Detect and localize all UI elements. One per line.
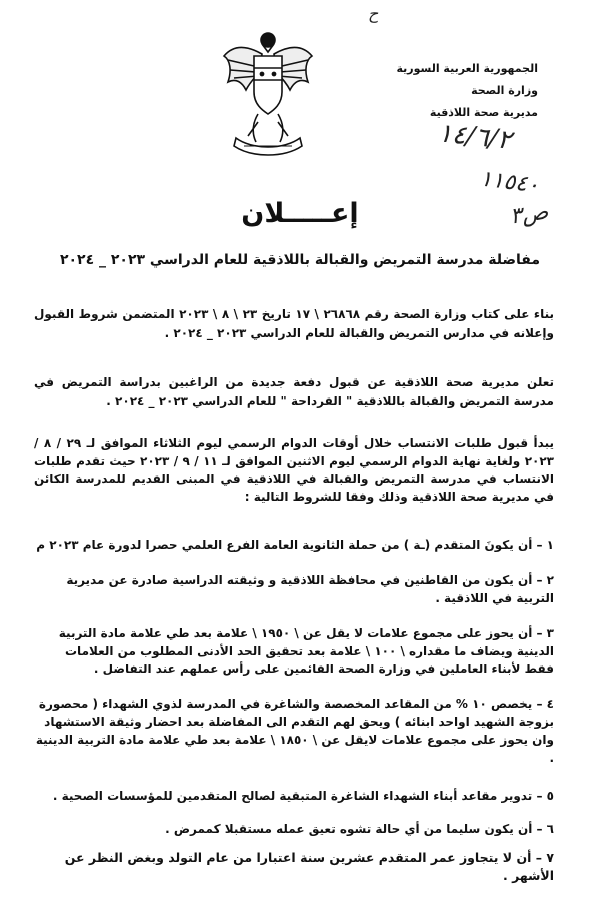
condition-item: ٢ – أن يكون من القاطنين في محافظة اللاذقية و وثيقته الدراسية صادرة عن مديرية التربية في اللاذقية . [66,573,554,605]
handwritten-corner-mark: ح [368,4,379,23]
handwritten-number: ١١٥٤٠ [478,166,541,199]
org-ministry: وزارة الصحة [471,84,538,97]
condition-item: ٥ – تدوير مقاعد أبناء الشهداء الشاغرة المتبقية لصالح المتقدمين للمؤسسات الصحية . [52,789,554,803]
org-country: الجمهورية العربية السورية [396,62,538,75]
announcement-title: إعـــــلان [241,198,359,229]
condition-item: ٤ – يخصص ١٠ % من المقاعد المخصصة والشاغرة في المدرسة لذوي الشهداء ( محصورة بزوجة الشهيد اواحد ابنائه ) ويحق لهم التقدم الى المفاضلة بعد احضار وثيقة الاستشهاد وان يحوز على مجموع علامات لايقل عن \ ١٨٥٠ \ علامة بعد طي علامة مادة التربية الدينية . [35,697,554,765]
condition-item: ٧ – أن لا يتجاوز عمر المتقدم عشرين سنة اعتبارا من عام التولد وبغض النظر عن الأشهر . [64,850,554,883]
issuing-authority [396,58,538,124]
handwritten-date: ١٤/٦/٢ [436,118,513,156]
paragraph-intro: تعلن مديرية صحة اللاذقية عن قبول دفعة جديدة من الراغبين بدراسة التمريض في مدرسة التمريض والقبالة باللاذقية " القرداحة " للعام الدراسي ٢٠٢٣ _ ٢٠٢٤ . [34,375,554,408]
org-directorate: مديرية صحة اللاذقية [429,106,538,119]
condition-item: ٣ – أن يحوز على مجموع علامات لا يقل عن \ ١٩٥٠ \ علامة بعد طي علامة مادة التربية الدينية ويضاف ما مقداره \ ١٠٠ \ علامة بعد تحقيق الحد الأدنى المطلوب من العلامات فقط لأبناء العاملين في وزارة الصحة القائمين على رأس عملهم عند التفاضل . [58,626,554,676]
paragraph-schedule: يبدأ قبول طلبات الانتساب خلال أوقات الدوام الرسمي ليوم الثلاثاء الموافق لـ ٢٩ / ٨ / ٢٠٢٣ ولغاية نهاية الدوام الرسمي ليوم الاثنين الموافق لـ ١١ / ٩ / ٢٠٢٣ حيث تقدم طلبات الانتساب في مدرسة التمريض والقبالة في اللاذقية في المبنى القديم للمدرسة الكائن في مديرية صحة اللاذقية وذلك وفقا للشروط التالية : [34,436,554,504]
announcement-subtitle: مفاضلة مدرسة التمريض والقبالة باللاذقية للعام الدراسي ٢٠٢٣ _ ٢٠٢٤ [59,252,541,268]
condition-item: ١ – أن يكونَ المتقدم (ـة ) من حملة الثانوية العامة الفرع العلمي حصرا لدورة عام ٢٠٢٣ م [36,538,554,552]
handwritten-initials: ص٣ [508,199,550,230]
paragraph-reference: بناء على كتاب وزارة الصحة رقم ٢٦٨٦٨ \ ١٧ تاريخ ٢٣ \ ٨ \ ٢٠٢٣ المتضمن شروط القبول وإعلانه في مدارس التمريض والقبالة للعام الدراسي ٢٠٢٣ _ ٢٠٢٤ . [34,307,554,340]
syrian-eagle-emblem-icon [218,26,318,158]
condition-item: ٦ – أن يكون سليما من أي حالة تشوه تعيق عمله مستقبلا كممرض . [165,822,554,836]
